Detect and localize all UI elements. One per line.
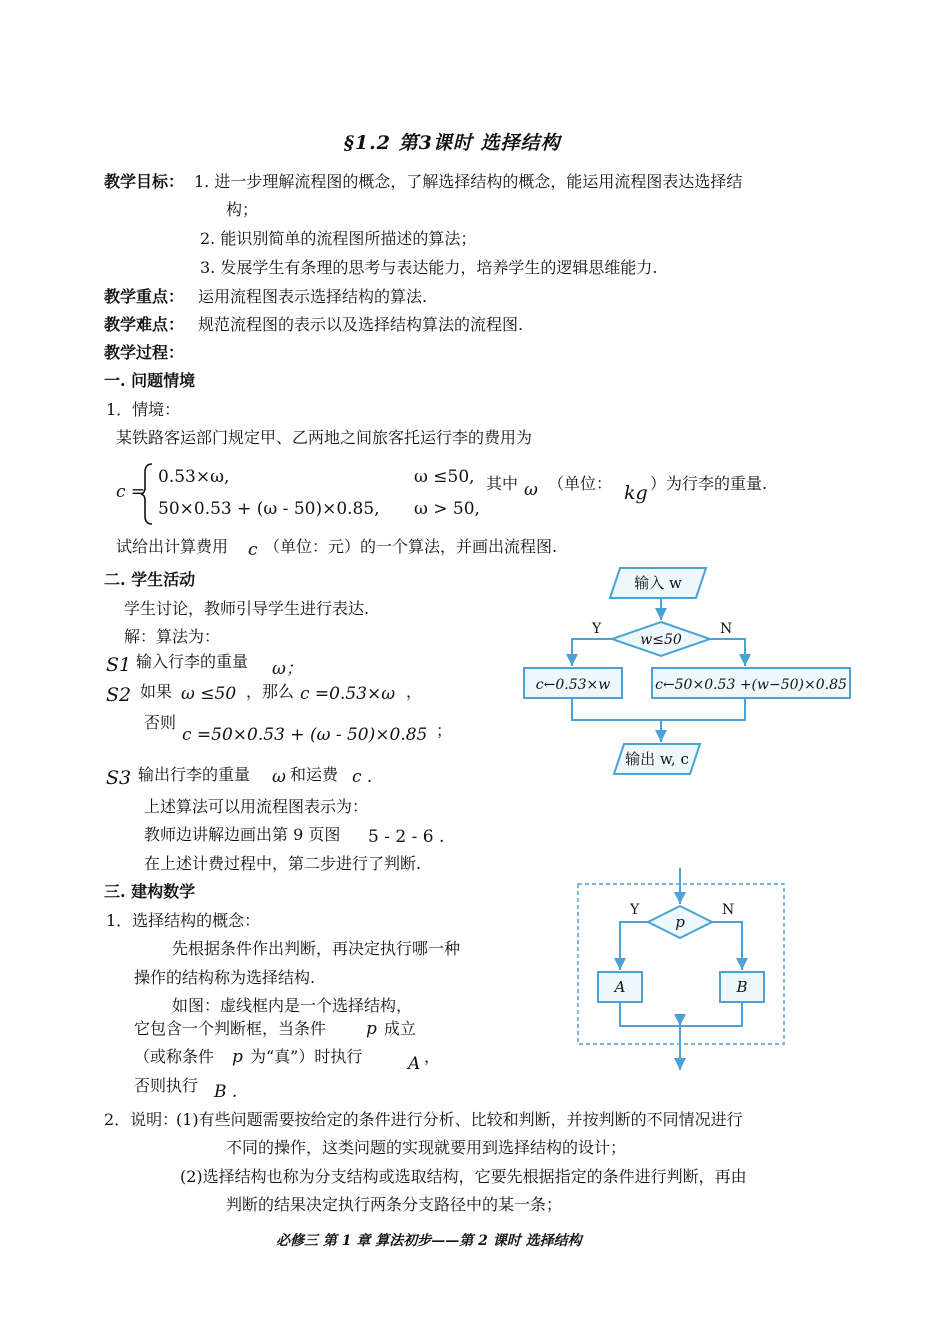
section3-sub: 1．选择结构的概念： (106, 911, 261, 930)
section3-p5-p: p (232, 1047, 243, 1067)
flow2-yes: Y (630, 902, 640, 918)
flow1-yes: Y (592, 621, 602, 637)
flow1-left-text: c←0.53×w (535, 677, 611, 693)
formula-cond1: ω ≤50, (414, 467, 475, 487)
section2-heading: 二. 学生活动 (104, 570, 196, 589)
section3-p1: 先根据条件作出判断，再决定执行哪一种 (172, 939, 461, 958)
flow2-A-text: A (614, 978, 626, 996)
section1-heading: 一. 问题情境 (104, 371, 196, 390)
section2-line2: 解：算法为： (124, 627, 221, 646)
flowchart-2 (570, 866, 790, 1078)
note-label: 2．说明： (104, 1110, 179, 1129)
s2-expr: c =0.53×ω (300, 684, 396, 704)
formula-omega: ω (524, 480, 538, 500)
formula-cond2: ω > 50, (414, 499, 480, 519)
note-2-cont: 判断的结果决定执行两条分支路径中的某一条； (226, 1195, 563, 1214)
flow1-no: N (720, 621, 733, 637)
s1-label: S1 (106, 654, 132, 676)
section2-line5: 在上述计费过程中，第二步进行了判断. (144, 854, 422, 873)
flow2-cond-text: p (675, 913, 685, 931)
difficulty-text: 规范流程图的表示以及选择结构算法的流程图. (198, 315, 524, 334)
flow1-input-text: 输入 w (634, 574, 682, 592)
section3-heading: 三. 建构数学 (104, 882, 196, 901)
s2-else-expr: c =50×0.53 + (ω - 50)×0.85 (182, 725, 428, 745)
question-a: 试给出计算费用 (116, 537, 229, 556)
note-1-cont: 不同的操作，这类问题的实现就要用到选择结构的设计； (226, 1138, 627, 1157)
section3-p2: 操作的结构称为选择结构. (134, 968, 316, 987)
flow2-no: N (722, 902, 735, 918)
goal-item-1: 1. 进一步理解流程图的概念，了解选择结构的概念，能运用流程图表达选择结 (194, 172, 743, 191)
section3-p6-B: B . (214, 1082, 238, 1102)
formula-brace (140, 462, 154, 526)
section2-line1: 学生讨论，教师引导学生进行表达. (124, 599, 370, 618)
s2-comma: ， (406, 682, 423, 701)
key-point-label: 教学重点： (104, 287, 185, 306)
section2-line3: 上述算法可以用流程图表示为： (144, 797, 369, 816)
section1-text: 某铁路客运部门规定甲、乙两地之间旅客托运行李的费用为 (116, 428, 533, 447)
s2-text-a: 如果 (140, 682, 173, 701)
flow1-output-text: 输出 w, c (625, 750, 689, 768)
formula-tail-3: ）为行李的重量. (650, 474, 768, 493)
question-c: c (248, 540, 258, 560)
s3-label: S3 (106, 767, 132, 789)
page-footer: 必修三 第 1 章 算法初步——第 2 课时 选择结构 (276, 1233, 582, 1249)
flow1-cond-text: w≤50 (640, 632, 682, 648)
page-title: §1.2 第3课时 选择结构 (344, 132, 561, 154)
formula-tail-1: 其中 (486, 474, 519, 493)
flow2-B-text: B (736, 978, 748, 996)
section3-p4-p: p (366, 1019, 377, 1039)
goal-item-3: 3. 发展学生有条理的思考与表达能力，培养学生的逻辑思维能力. (200, 258, 658, 277)
section3-p5-A: A (408, 1054, 421, 1074)
section3-p4b: 成立 (384, 1019, 417, 1038)
flow1-right-text: c←50×0.53 +(w−50)×0.85 (655, 677, 847, 693)
s3-text-a: 输出行李的重量 (138, 765, 251, 784)
s3-text-b: 和运费 (290, 765, 339, 784)
section3-p6a: 否则执行 (134, 1076, 199, 1095)
goal-item-2: 2. 能识别简单的流程图所描述的算法； (200, 229, 477, 248)
formula-case1: 0.53×ω, (158, 467, 230, 487)
flowchart-1 (520, 560, 860, 788)
key-point-text: 运用流程图表示选择结构的算法. (198, 287, 428, 306)
question-b: （单位：元）的一个算法，并画出流程图. (264, 537, 558, 556)
section3-p4a: 它包含一个判断框，当条件 (134, 1019, 327, 1038)
formula-kg: kg (624, 482, 648, 504)
s2-else: 否则 (144, 713, 177, 732)
formula-lhs: c = (116, 482, 146, 502)
section2-line4-fig: 5 - 2 - 6 . (368, 827, 445, 847)
process-label: 教学过程： (104, 343, 185, 362)
s1-text: 输入行李的重量 (136, 652, 249, 671)
section3-p5a: （或称条件 (134, 1047, 215, 1066)
s2-label: S2 (106, 684, 132, 706)
note-2: (2)选择结构也称为分支结构或选取结构，它要先根据指定的条件进行判断，再由 (180, 1167, 747, 1186)
s2-text-b: ，那么 (246, 682, 295, 701)
s3-c: c . (352, 767, 373, 787)
s2-semicolon: ； (436, 721, 453, 740)
goals-label: 教学目标： (104, 172, 185, 191)
s2-cond: ω ≤50 (181, 684, 237, 704)
formula-case2: 50×0.53 + (ω - 50)×0.85, (158, 499, 380, 519)
difficulty-label: 教学难点： (104, 315, 185, 334)
goal-item-1-cont: 构； (226, 200, 259, 219)
formula-tail-2: （单位： (548, 474, 613, 493)
note-1: (1)有些问题需要按给定的条件进行分析、比较和判断，并按判断的不同情况进行 (176, 1110, 743, 1129)
section2-line4: 教师边讲解边画出第 9 页图 (144, 825, 341, 844)
section3-p5-comma: ， (424, 1047, 441, 1066)
section3-p3: 如图：虚线框内是一个选择结构， (172, 996, 413, 1015)
s1-omega: ω； (272, 659, 303, 679)
section1-sub: 1．情境： (106, 400, 181, 419)
section3-p5b: 为“真”）时执行 (250, 1047, 363, 1066)
s3-omega: ω (272, 767, 286, 787)
